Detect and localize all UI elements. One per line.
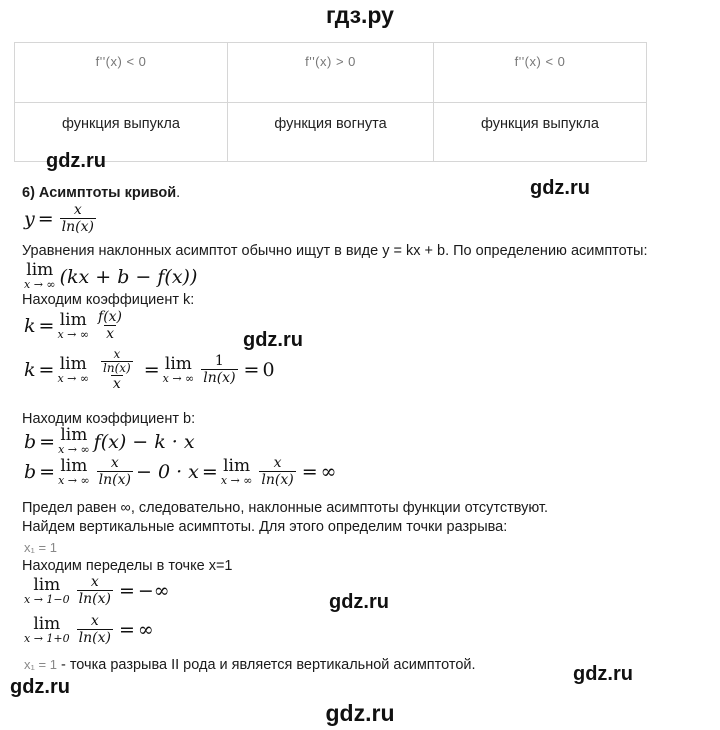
right-limit-formula: lim x → 1+0 $\frac{x}{\ln(x)}$ = ∞ (24, 613, 154, 646)
watermark: gdz.ru (10, 676, 70, 698)
table-cell: f''(x) < 0 (434, 43, 646, 103)
find-b-text: Находим коэффициент b: (22, 411, 196, 427)
table-cell: функция вогнута (228, 103, 434, 161)
watermark: gdz.ru (329, 591, 389, 613)
watermark: gdz.ru (46, 150, 106, 172)
slant-asymptote-text: Уравнения наклонных асимптот обычно ищут в виде y = kx + b. По определению асимптоты: (22, 243, 648, 259)
k-formula-2: k = lim x → ∞ $\frac{\frac{x}{\ln(x)}}{x}$ = lim x → ∞ $\frac{1}{\ln(x)}$ = 0 (24, 347, 275, 392)
find-k-text: Находим коэффициент k: (22, 292, 195, 308)
site-header: гдз.ру (326, 2, 394, 28)
table-cell: f''(x) < 0 (15, 43, 228, 103)
b-formula-1: b = lim x → ∞ f(x) − k · x (24, 425, 195, 456)
conclusion-text: x₁ = 1 - точка разрыва II рода и является вертикальной асимптотой. (24, 657, 476, 673)
section-heading: 6) Асимптоты кривой. (22, 185, 181, 201)
vertical-asymptote-text: Найдем вертикальные асимптоты. Для этого определим точки разрыва: (22, 519, 508, 535)
k-formula-1: k = lim x → ∞ $\frac{f(x)}{x}$ (24, 309, 123, 342)
left-limit-formula: lim x → 1−0 $\frac{x}{\ln(x)}$ = −∞ (24, 574, 170, 607)
watermark: gdz.ru (243, 329, 303, 351)
watermark: gdz.ru (530, 177, 590, 199)
table-cell: f''(x) > 0 (228, 43, 434, 103)
asymptote-definition-formula: lim x → ∞ (kx + b − f(x)) (24, 260, 198, 291)
find-limits-text: Находим переделы в точке x=1 (22, 558, 233, 574)
table-cell: функция выпукла (481, 116, 599, 132)
watermark: gdz.ru (573, 663, 633, 685)
break-point-label: x₁ = 1 (24, 540, 57, 555)
table-cell: функция выпукла (15, 103, 228, 161)
function-formula: y = $\frac{x}{\ln(x)}$ (24, 202, 94, 235)
convexity-table (14, 42, 647, 162)
site-footer: gdz.ru (325, 700, 395, 726)
limit-infinite-text: Предел равен ∞, следовательно, наклонные асимптоты функции отсутствуют. (22, 500, 548, 516)
b-formula-2: b = lim x → ∞ $\frac{x}{\ln(x)}$ − 0 · x = lim x → ∞ $\frac{x}{\ln(x)}$ = ∞ (24, 455, 337, 488)
